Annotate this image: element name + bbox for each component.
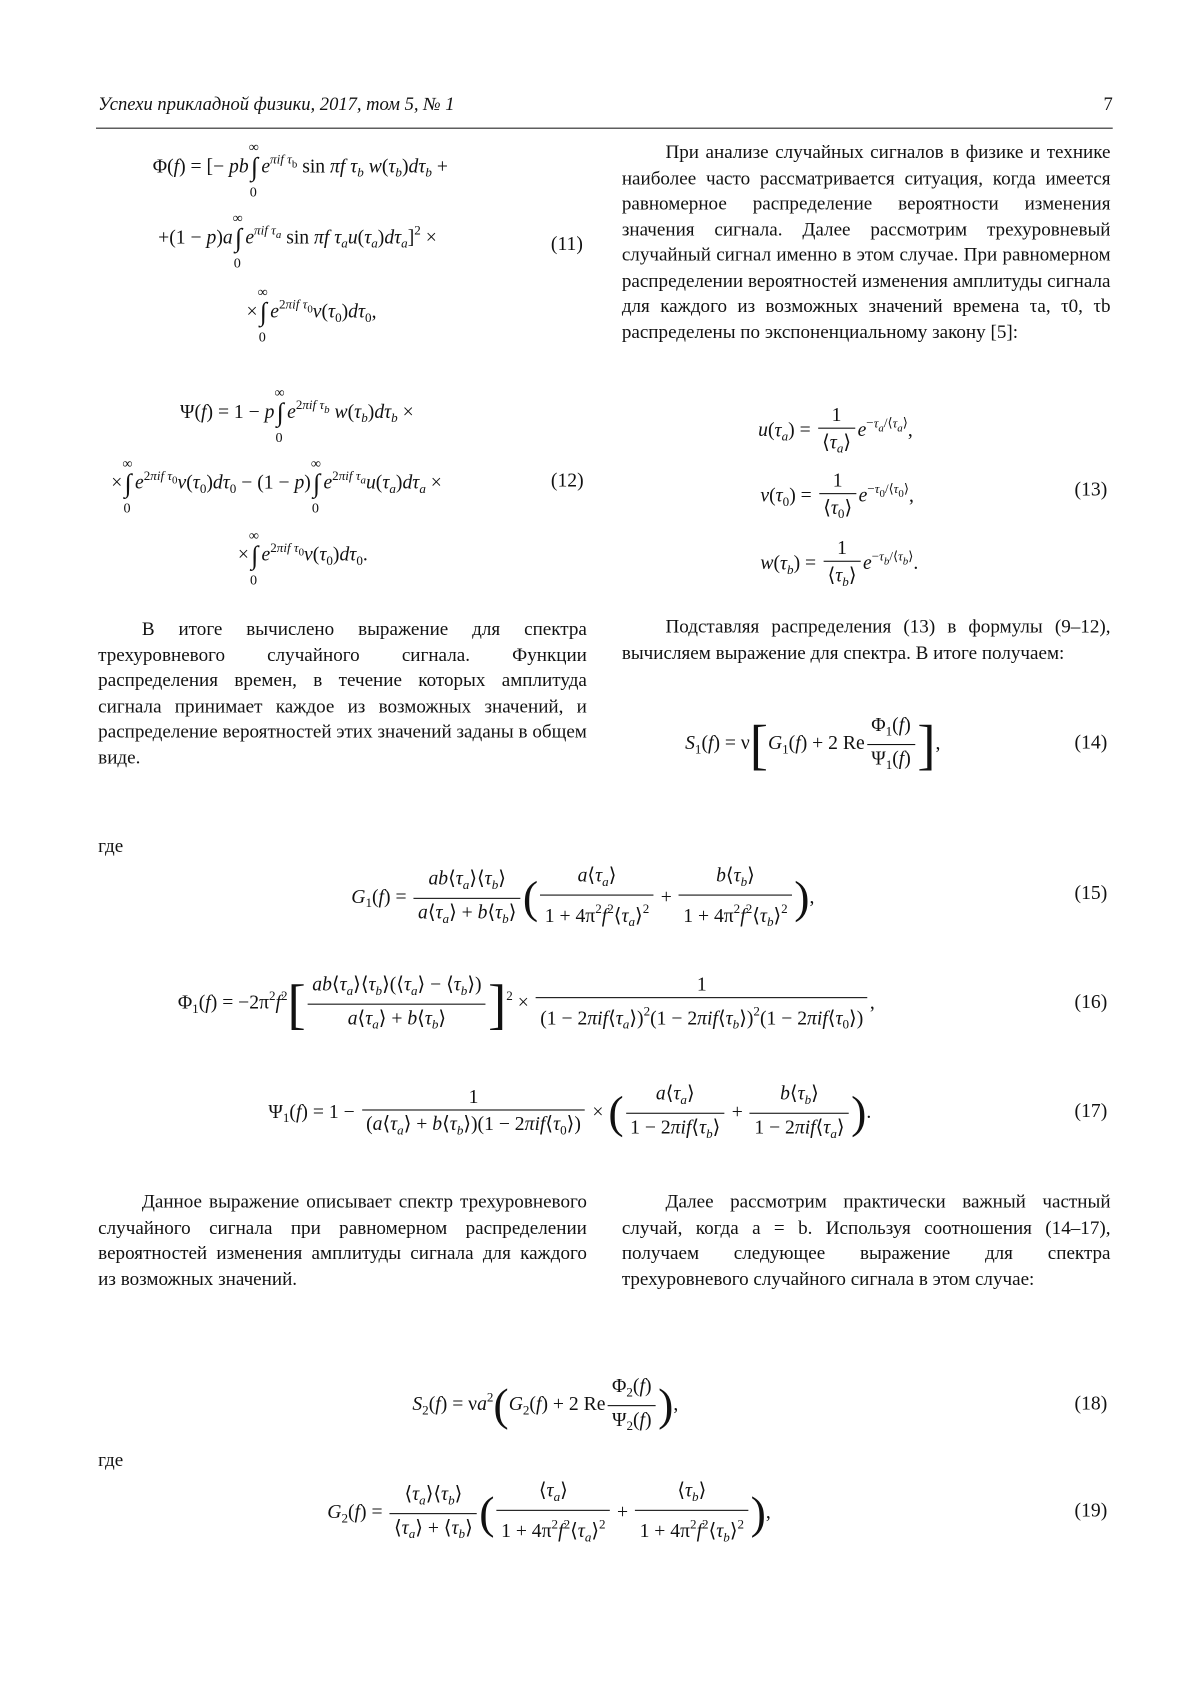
journal-header: Успехи прикладной физики, 2017, том 5, № 1	[98, 93, 455, 115]
equation-15: $G_1(f)$ = $\frac{ab⟨\tau_a⟩⟨\tau_b⟩}{a⟨\tau_a⟩ + b⟨\tau_b⟩}$ ( $\frac{a⟨\tau_a⟩}{1 + 4\pi^2f^2⟨\tau_a⟩^2}$ + $\frac{b⟨\tau_b⟩}{1 + 4\pi^2f^2⟨\tau_b⟩^2}$ ),	[351, 862, 814, 935]
equation-15-number: (15)	[1074, 881, 1108, 904]
where-label-2: где	[98, 1448, 124, 1471]
right-paragraph-2: Подставляя распределения (13) в формулы (9–12), вычисляем выражение для спектра. В итоге получаем:	[621, 615, 1111, 663]
equation-12-line-3: ×∫ ∞ 0 $e^{2\pi if \tau_0}v(\tau_0)d\tau_0$.	[237, 526, 368, 588]
equation-13-number: (13)	[1074, 477, 1108, 500]
equation-19: $G_2(f)$ = $\frac{⟨\tau_a⟩⟨\tau_b⟩}{⟨\tau_a⟩ + ⟨\tau_b⟩}$ ( $\frac{⟨\tau_a⟩}{1 + 4\pi^2f^2⟨\tau_a⟩^2}$ + $\frac{⟨\tau_b⟩}{1 + 4\pi^2f^2⟨\tau_b⟩^2}$ ),	[327, 1477, 771, 1550]
equation-12-line-1: Ψ(f) = 1 − p∫ ∞ 0 $e^{2\pi if \tau_b}$ $w(\tau_b)d\tau_b$ ×	[179, 383, 414, 445]
page-number: 7	[1103, 93, 1113, 115]
left-paragraph-1: В итоге вычислено выражение для спектра трехуровневого случайного сигнала. Функции распределения времен, в течение которых амплитуда сигнала принимает каждое из возможных значений, и распределение вероятностей этих значений заданы в общем виде.	[98, 617, 587, 768]
equation-19-number: (19)	[1074, 1498, 1108, 1521]
equation-17: $\Psi_1(f) = 1$ − $\frac{1}{(a⟨\tau_a⟩ + b⟨\tau_b⟩)(1 - 2\pi if⟨\tau_0⟩)}$ × ( $\frac{a⟨\tau_a⟩}{1 - 2\pi if⟨\tau_b⟩}$ + $\frac{b⟨\tau_b⟩}{1 - 2\pi if⟨\tau_a⟩}$ ).	[268, 1080, 871, 1147]
equation-18-number: (18)	[1074, 1391, 1108, 1414]
left-paragraph-2: Данное выражение описывает спектр трехуровневого случайного сигнала при равномерном распределении вероятностей изменения амплитуды сигнала для каждого из возможных значений.	[98, 1190, 587, 1289]
equation-17-number: (17)	[1074, 1099, 1108, 1122]
equation-13-w: $w(\tau_b)$ = $\frac{1}{⟨\tau_b⟩}$ $e^{-\tau_b/⟨\tau_b⟩}$.	[760, 535, 918, 595]
header-rule	[96, 128, 1113, 129]
equation-16: $\Phi_1(f) = -2\pi^2f^2$[ $\frac{ab⟨\tau_a⟩⟨\tau_b⟩(⟨\tau_a⟩ - ⟨\tau_b⟩)}{a⟨\tau_a⟩ + b⟨\tau_b⟩}$ ]$^2$ × $\frac{1}{(1 - 2\pi if⟨\tau_a⟩)^2(1 - 2\pi if⟨\tau_b⟩)^2(1 - 2\pi if⟨\tau_0⟩)}$ ,	[178, 971, 875, 1038]
where-label-1: где	[98, 834, 124, 857]
equation-14: $S_1(f) = \nu[G_1(f) + 2$ Re $\frac{\Phi_1(f)}{\Psi_1(f)}$ ],	[685, 711, 940, 778]
equation-11-number: (11)	[550, 232, 583, 255]
equation-12-line-2: ×∫ ∞ 0 $e^{2\pi if \tau_0}v(\tau_0)d\tau_0 - (1 - p)\int$ ∞ 0 $e^{2\pi if \tau_a}u(\tau_a)d\tau_a$ ×	[111, 454, 442, 516]
right-paragraph-1: При анализе случайных сигналов в физике и технике наиболее часто рассматривается ситуация, когда имеется равномерное распределение вероятности изменения значения сигнала. Далее рассмотрим трехуровневый случайный сигнал именно в этом случае. При равномерном распределении вероятностей изменения амплитуды сигнала для каждого из возможных значений времена τa, τ0, τb распределены по экспоненциальному закону [5]:	[621, 140, 1111, 342]
equation-11-line-2: +(1 − p)a∫ ∞ 0 $e^{\pi if \tau_a}$ sin πf $\tau_au(\tau_a)d\tau_a]^2$ ×	[158, 209, 437, 271]
right-paragraph-3: Далее рассмотрим практически важный частный случай, когда a = b. Используя соотношения (14–17), получаем следующее выражение для спектра трехуровневого случайного сигнала в этом случае:	[621, 1190, 1111, 1289]
equation-18: $S_2(f) = \nu a^2(G_2(f) + 2$ Re $\frac{\Phi_2(f)}{\Psi_2(f)}$ ),	[412, 1372, 678, 1439]
equation-16-number: (16)	[1074, 990, 1108, 1013]
equation-14-number: (14)	[1074, 730, 1108, 753]
equation-13-u: $u(\tau_a)$ = $\frac{1}{⟨\tau_a⟩}$ $e^{-\tau_a/⟨\tau_a⟩}$,	[758, 401, 913, 461]
equation-13-v: $v(\tau_0)$ = $\frac{1}{⟨\tau_0⟩}$ $e^{-\tau_0/⟨\tau_0⟩}$,	[760, 467, 913, 527]
equation-11-line-1: Φ(f) = [− pb∫ ∞ 0 $e^{\pi if \tau_b}$ sin πf $\tau_b$ $w(\tau_b)d\tau_b$ +	[152, 138, 448, 200]
equation-11-line-3: ×∫ ∞ 0 $e^{2\pi if \tau_0}v(\tau_0)d\tau_0$,	[246, 283, 377, 345]
equation-12-number: (12)	[550, 469, 584, 491]
